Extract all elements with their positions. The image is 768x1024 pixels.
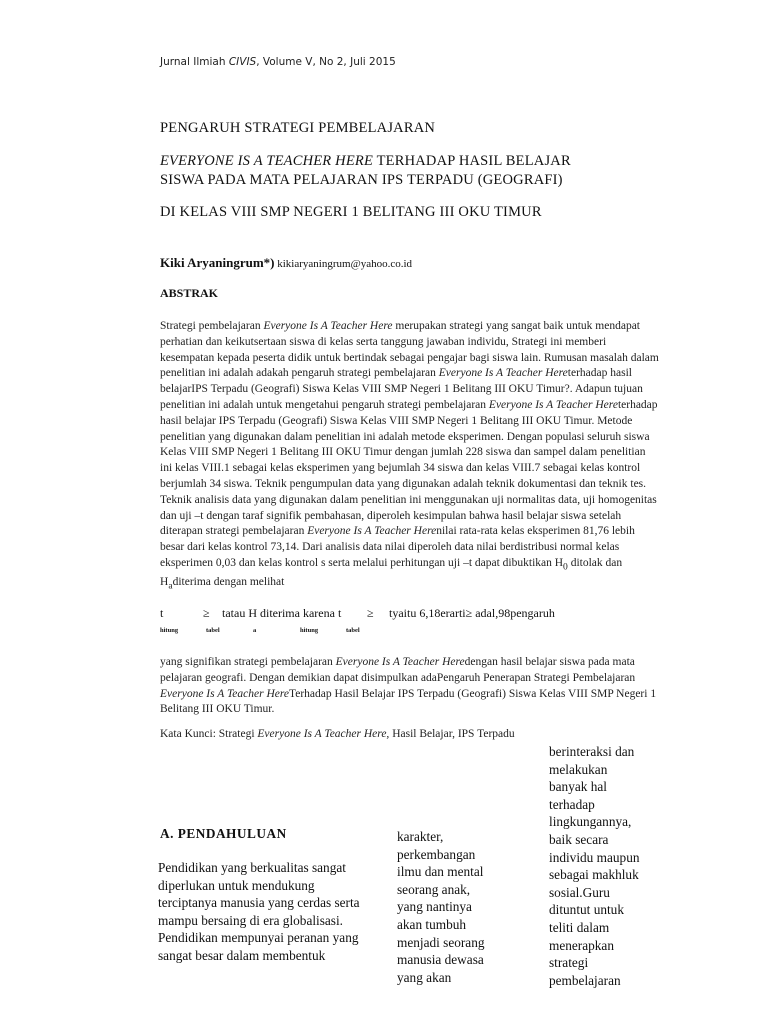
text-line: akan tumbuh — [397, 916, 467, 932]
strategy-name: Everyone Is A Teacher Here — [438, 367, 568, 380]
title-line-1: PENGARUH STRATEGI PEMBELAJARAN — [160, 120, 436, 136]
text-run: diterima dengan melihat — [172, 576, 285, 589]
text-run: dengan hasil belajar siswa pada mata pelajaran geografi. Dengan demikian dapat disimpulkan adaPengaruh Penerapan Strategi Pembelajaran — [160, 656, 636, 684]
text-line: ilmu dan mental — [397, 864, 484, 880]
text-run: ditolak dan H — [160, 556, 623, 589]
strategy-name: Everyone Is A Teacher Here — [335, 656, 465, 668]
text-line: menerapkan — [549, 937, 614, 953]
text-line: menjadi seorang — [397, 934, 485, 950]
keywords-label: Kata Kunci: Strategi — [160, 728, 258, 740]
keywords-rest: Hasil Belajar, IPS Terpadu — [389, 728, 515, 740]
text-run: terhadap hasil belajar IPS Terpadu (Geografi) Siswa Kelas VIII SMP Negeri 1 Belitang III OKU Timur. Metode penelitian yang digunakan dalam penelitian ini adalah metode eksperimen. Dengan populasi seluruh siswa Kelas VIII SMP Negeri 1 Belitang III OKU Timur dengan jumlah 228 siswa dan sampel dalam penelitian ini kelas VIII.1 sebagai kelas eksperimen yang bejumlah 34 siswa dan kelas VIII.7 sebagai kelas kontrol berjumlah 34 siswa. Teknik pengumpulan data yang digunakan adalah teknik dokumentasi dan teknik tes. Teknik analisis data yang digunakan dalam penelitian ini menggunakan uji normalitas data, uji homogenitas dan uji –t dengan taraf signifik pembahasan, diperoleh kesimpulan bahwa hasil belajar siswa setelah diterapan strategi pembelajaran — [160, 398, 658, 538]
title-line-3: SISWA PADA MATA PELAJARAN IPS TERPADU (GEOGRAFI) — [160, 172, 563, 188]
text-line: karakter, — [397, 829, 444, 844]
subscript: a — [168, 580, 173, 592]
formula-ge: ≥ — [367, 606, 374, 620]
journal-name: CIVIS — [228, 56, 257, 68]
text-line: yang akan — [397, 969, 452, 985]
strategy-name: Everyone Is A Teacher Here — [263, 320, 393, 332]
abstract-heading: ABSTRAK — [160, 286, 219, 300]
abstract-paragraph-1 — [160, 319, 660, 594]
text-line: teliti dalam — [549, 919, 610, 935]
formula-end: tyaitu 6,18erarti≥ adal,98pengaruh — [389, 606, 555, 620]
text-line: seorang anak, — [397, 881, 471, 897]
title-line-2 — [160, 153, 571, 170]
formula-mid: tatau H diterima karena t — [222, 606, 342, 620]
formula-ge: ≥ — [203, 606, 210, 620]
author-line — [160, 255, 412, 271]
text-line: sebagai makhluk — [549, 867, 639, 883]
text-run: merupakan strategi yang sangat baik untuk mendapat perhatian dan keikutsertaan siswa di kelas serta tanggung jawaban individu, Strategi ini memberi kesempatan kepada peserta didik untuk bertindak sebagai pengajar bagi siswa lain. Rumusan masalah dalam penelitian ini adalah adakah pengaruh strategi pembelajaran — [160, 320, 659, 380]
text-run: nilai rata-rata kelas eksperimen 81,76 lebih besar dari kelas kontrol 73,14. Dari analisis data nilai diperoleh data nilai berdistribusi normal kelas eksperimen 0,03 dan kelas kontrol s serta melalui perhitungan uji –t dapat dibuktikan H — [160, 525, 635, 569]
text-line: terhadap — [549, 796, 595, 812]
strategy-name: Everyone Is A Teacher Here — [488, 398, 618, 411]
column-left — [158, 859, 398, 965]
text-line: melakukan — [549, 761, 608, 777]
text-line: perkembangan — [397, 846, 476, 862]
title-italic-part: EVERYONE IS A TEACHER HERE — [160, 153, 374, 169]
text-line: terciptanya manusia yang cerdas serta — [158, 895, 360, 911]
journal-volume: , Volume V, No 2, Juli 2015 — [256, 56, 396, 68]
text-line: banyak hal — [549, 779, 607, 795]
text-line: manusia dewasa — [397, 952, 484, 968]
keywords — [160, 728, 515, 740]
text-line: yang nantinya — [397, 899, 472, 915]
text-run: Terhadap Hasil Belajar IPS Terpadu (Geografi) Siswa Kelas VIII SMP Negeri 1 Belitang III OKU Timur. — [160, 687, 657, 716]
text-line: lingkungannya, — [549, 814, 632, 830]
title-line-4: DI KELAS VIII SMP NEGERI 1 BELITANG III OKU TIMUR — [160, 204, 542, 220]
column-right — [549, 743, 664, 989]
sub-a: a — [253, 627, 257, 634]
author-name: Kiki Aryaningrum*) — [160, 255, 275, 270]
title-rest: TERHADAP HASIL BELAJAR — [373, 153, 571, 169]
abstract-paragraph-2 — [160, 655, 660, 718]
formula-t: t — [160, 606, 164, 620]
text-line: sosial.Guru — [549, 884, 610, 900]
sub-tabel: tabel — [346, 627, 360, 634]
sub-tabel: tabel — [206, 627, 220, 634]
sub-hitung: hitung — [160, 627, 179, 634]
text-line: Pendidikan mempunyai peranan yang — [158, 930, 359, 946]
subscript: 0 — [563, 561, 568, 573]
text-line: individu maupun — [549, 849, 640, 865]
text-line: Pendidikan yang berkualitas sangat — [158, 860, 346, 875]
text-line: diperlukan untuk mendukung — [158, 877, 315, 893]
strategy-name: Everyone Is A Teacher Here — [307, 525, 437, 538]
strategy-name: Everyone Is A Teacher Here — [160, 687, 290, 700]
keywords-strategy: Everyone Is A Teacher Here, — [257, 728, 390, 740]
text-line: strategi — [549, 955, 589, 971]
text-line: sangat besar dalam membentuk — [158, 947, 326, 963]
text-run: yang signifikan strategi pembelajaran — [160, 656, 336, 668]
journal-prefix: Jurnal Ilmiah — [160, 56, 229, 68]
text-run: Strategi pembelajaran — [160, 320, 264, 332]
text-line: baik secara — [549, 831, 609, 847]
column-middle — [397, 828, 512, 986]
text-line: pembelajaran — [549, 972, 621, 988]
text-line: mampu bersaing di era globalisasi. — [158, 912, 344, 928]
text-line: dituntut untuk — [549, 902, 624, 918]
journal-header — [160, 56, 396, 68]
text-run: terhadap hasil belajarIPS Terpadu (Geografi) Siswa Kelas VIII SMP Negeri 1 Belitang III OKU Timur?. Adapun tujuan penelitian ini adalah untuk mengetahui pengaruh strategi pembelajaran — [160, 367, 643, 411]
section-heading-pendahuluan: A. PENDAHULUAN — [160, 826, 287, 841]
author-email: kikiaryaningrum@yahoo.co.id — [274, 258, 413, 270]
text-line: berinteraksi dan — [549, 744, 635, 759]
sub-hitung: hitung — [300, 627, 319, 634]
